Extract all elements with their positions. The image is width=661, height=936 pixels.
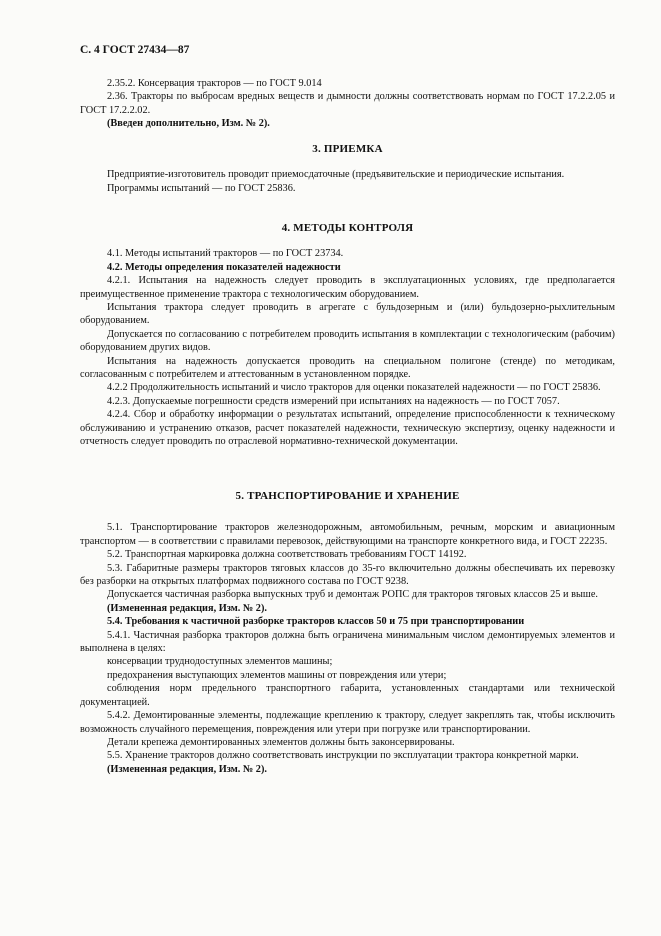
amendment-note: (Введен дополнительно, Изм. № 2).: [107, 118, 270, 130]
section-4: [80, 222, 615, 449]
section-title: 5. ТРАНСПОРТИРОВАНИЕ И ХРАНЕНИЕ: [235, 490, 460, 502]
paragraph: Программы испытаний — по ГОСТ 25836.: [107, 182, 296, 194]
paragraph: Детали крепежа демонтированных элементов должны быть законсервированы.: [107, 736, 455, 748]
paragraph: 4.2.1. Испытания на надежность следует проводить в эксплуатационных условиях, где предполагается преимущественное применение трактора с технологическим оборудованием.: [80, 275, 615, 300]
paragraph: 4.1. Методы испытаний тракторов — по ГОСТ 23734.: [107, 248, 344, 260]
list-item: предохранения выступающих элементов машины от повреждения или утери;: [107, 669, 447, 681]
paragraph: 5.4.2. Демонтированные элементы, подлежащие креплению к трактору, следует закреплять так, чтобы исключить возможность случайного перемещения, повреждения или утери при погрузке или транспортировании.: [80, 710, 615, 735]
paragraph: Испытания на надежность допускается проводить на специальном полигоне (стенде) по методикам, согласованным с потребителем и аттестованным в установленном порядке.: [80, 355, 615, 381]
amendment-note: (Измененная редакция, Изм. № 2).: [107, 602, 267, 614]
paragraph: Испытания трактора следует проводить в агрегате с бульдозерным и (или) бульдозерно-рыхлительным оборудованием.: [80, 302, 615, 327]
top-paragraphs: [80, 77, 615, 131]
section-3: [80, 143, 615, 195]
paragraph: 4.2.4. Сбор и обработку информации о результатах испытаний, определение приспособленности к техническому обслуживанию и устранению отказов, расчет показателей надежности, техническую экспертизу, оценку надежности и отчетность следует проводить по отраслевой нормативно-технической документации.: [80, 409, 615, 448]
paragraph: Предприятие-изготовитель проводит приемосдаточные (предъявительские и периодические испытания.: [107, 169, 565, 181]
paragraph: 5.1. Транспортирование тракторов железнодорожным, автомобильным, речным, морским и авиационным транспортом — в соответствии с правилами перевозок, действующими на транспорте конкретного вида, и ГОСТ 22235.: [80, 522, 615, 547]
paragraph: 5.4.1. Частичная разборка тракторов должна быть ограничена минимальным числом демонтируемых элементов и выполнена в целях:: [80, 629, 615, 655]
paragraph: 5.5. Хранение тракторов должно соответствовать инструкции по эксплуатации трактора конкретной марки.: [107, 750, 579, 762]
section-5: [80, 490, 615, 776]
subsection-heading: 4.2. Методы определения показателей надежности: [107, 261, 341, 273]
paragraph: 2.35.2. Консервация тракторов — по ГОСТ 9.014: [107, 78, 322, 89]
page-header: С. 4 ГОСТ 27434—87: [80, 44, 190, 56]
paragraph: Допускается по согласованию с потребителем проводить испытания в комплектации с технологическим (рабочим) оборудованием других видов.: [80, 328, 615, 354]
paragraph: 5.3. Габаритные размеры тракторов тяговых классов до 35-го включительно должны обеспечивать их перевозку без разборки на открытых платформах подвижного состава по ГОСТ 9238.: [80, 562, 615, 588]
paragraph: 5.2. Транспортная маркировка должна соответствовать требованиям ГОСТ 14192.: [107, 549, 467, 561]
list-item: соблюдения норм предельного транспортного габарита, установленных стандартами или технической документацией.: [80, 683, 615, 708]
amendment-note: (Измененная редакция, Изм. № 2).: [107, 763, 267, 775]
section-title: 3. ПРИЕМКА: [312, 143, 383, 155]
paragraph: 2.36. Тракторы по выбросам вредных веществ и дымности должны соответствовать нормам по ГОСТ 17.2.2.05 и ГОСТ 17.2.2.02.: [80, 91, 615, 116]
paragraph: Допускается частичная разборка выпускных труб и демонтаж РОПС для тракторов тяговых классов 25 и выше.: [107, 589, 598, 601]
paragraph: 4.2.3. Допускаемые погрешности средств измерений при испытаниях на надежность — по ГОСТ 7057.: [107, 395, 560, 407]
section-title: 4. МЕТОДЫ КОНТРОЛЯ: [281, 222, 414, 234]
list-item: консервации труднодоступных элементов машины;: [107, 656, 333, 668]
subsection-heading: 5.4. Требования к частичной разборке тракторов классов 50 и 75 при транспортировании: [107, 616, 525, 628]
paragraph: 4.2.2 Продолжительность испытаний и число тракторов для оценки показателей надежности — по ГОСТ 25836.: [107, 382, 601, 394]
